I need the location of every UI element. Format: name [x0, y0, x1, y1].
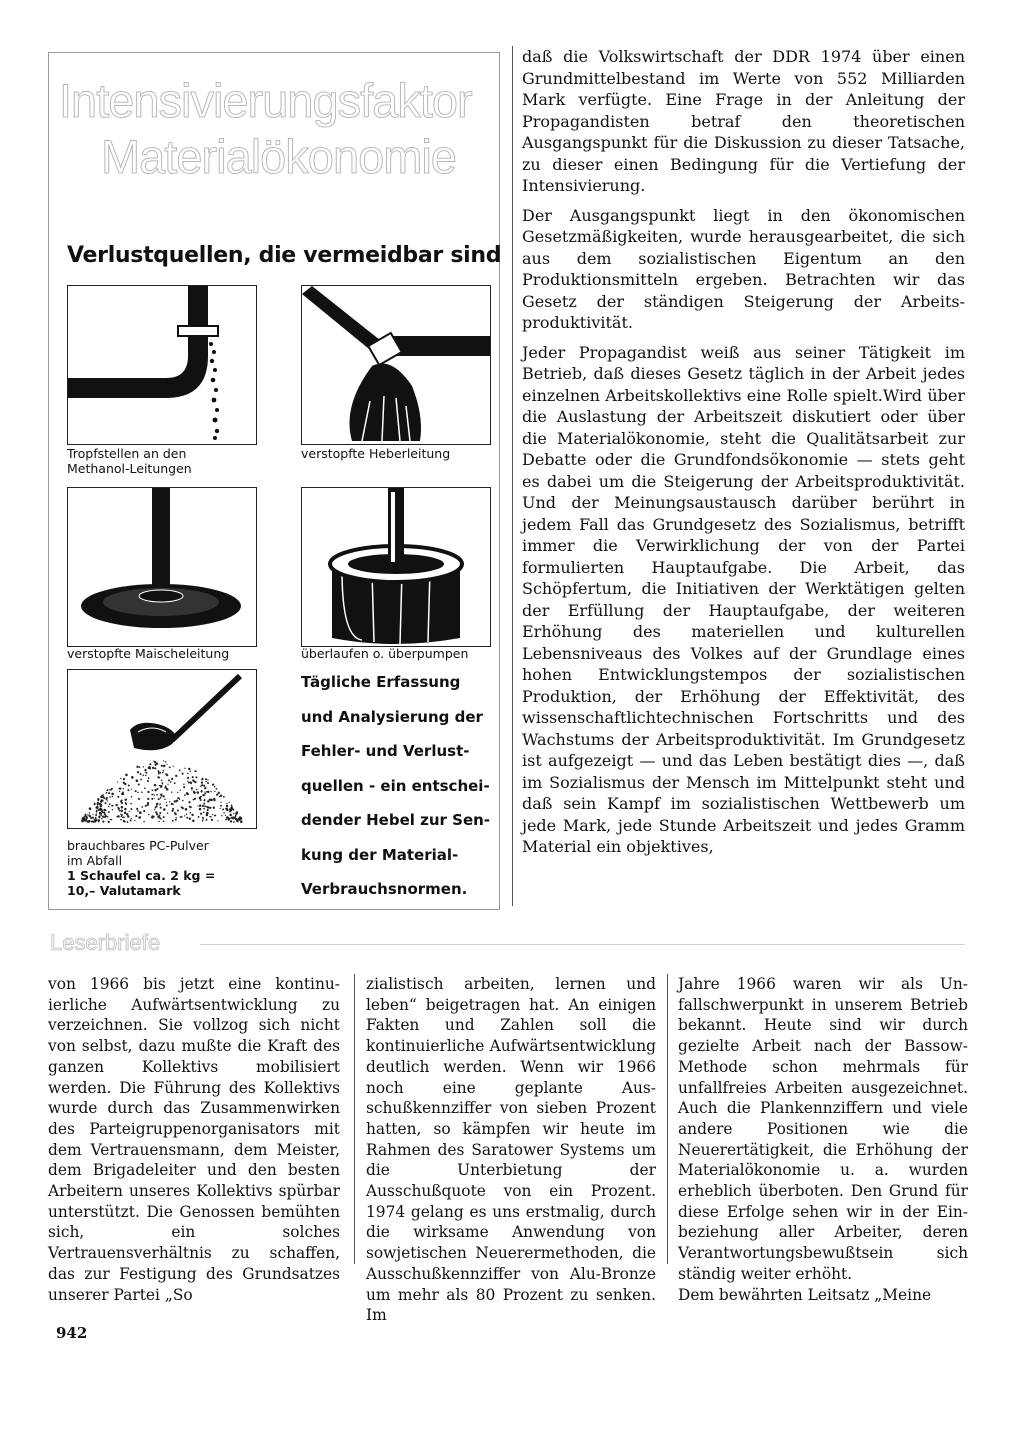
- shovel-powder-illustration: [68, 670, 256, 828]
- letter-column-2-text: zialistisch arbeiten, lernen und leben“ beigetragen hat. An einigen Fakten und Zahlen soll die kontinuierliche Aufwärtsentwicklung deutlich werden. Wenn wir 1966 noch eine geplante Ausschußkennziffer von sieben Prozent hatten, so kämpfen wir heute im Rahmen des Saratower Systems um die Unterbietung der Ausschußquote von ein Prozent. 1974 gelang es uns erstmalig, durch die wirksame Anwendung von sowjetischen Neuerermethoden, die Ausschußkennziffer von Alu-Bronze um mehr als 80 Prozent zu senken. Im: [366, 975, 656, 1325]
- caption-fig5: [67, 838, 215, 898]
- infobox-headline: Verlustquellen, die vermeidbar sind: [67, 243, 502, 268]
- dripping-pipe-illustration: [68, 286, 256, 444]
- figure-clogged-siphon: [301, 285, 491, 445]
- callout-line: dender Hebel zur Sen-: [301, 811, 491, 829]
- caption-fig1-line1: Tropfstellen an den: [67, 446, 187, 461]
- caption-fig5-line2: im Abfall: [67, 853, 123, 868]
- clogged-mash-pipe-illustration: [68, 488, 256, 646]
- infobox-callout: [301, 665, 491, 907]
- letter-column-3: [678, 974, 968, 1305]
- column-divider: [512, 46, 513, 906]
- article-right-column: [522, 46, 965, 866]
- callout-line: Tägliche Erfassung: [301, 673, 461, 691]
- caption-fig5-line1: brauchbares PC-Pulver: [67, 838, 209, 853]
- powder-pile: [81, 760, 243, 823]
- article-paragraph-2: Der Ausgangspunkt liegt in den ökonomischen Gesetzmäßigkeiten, wurde herausgearbeitet, die sich aus dem sozialistischen Eigentum an den Produktionsmitteln ergeben. Betrachten wir das Gesetz der ständigen Steigerung der Arbeitsproduktivität.: [522, 205, 965, 332]
- letter-column-2: [366, 974, 656, 1326]
- figure-overflowing-vessel: [301, 487, 491, 647]
- callout-line: kung der Material-: [301, 845, 459, 864]
- infobox: [48, 52, 500, 910]
- letter-column-1-text: von 1966 bis jetzt eine kontinuierliche Aufwärtsentwicklung zu verzeichnen. Sie vollzog sich nicht von selbst, dazu mußte die Kraft des ganzen Kollektivs mobilisiert werden. Die Führung des Kollektivs wurde durch das Zusammenwirken des Parteigruppenorganisators mit dem Vertrauensmann, dem Meister, dem Brigadeleiter und den besten Arbeitern unseres Kollektivs spürbar unterstützt. Die Genossen bemühten sich, ein solches Vertrauensverhältnis zu schaffen, das zur Festigung des Grundsatzes unserer Partei „So: [48, 975, 340, 1304]
- caption-fig5-line4: 10,– Valutamark: [67, 883, 181, 898]
- caption-fig3: verstopfte Maischeleitung: [67, 646, 230, 661]
- ghost-title-line-2: Materialökonomie: [101, 130, 456, 183]
- letter-column-3-last-line: Dem bewährten Leitsatz „Meine: [678, 1285, 932, 1304]
- letter-column-3-text: Jahre 1966 waren wir als Unfallschwerpunkt in unserem Betrieb bekannt. Heute sind wir durch gezielte Arbeit nach der Bassow-Methode schon mehrmals für unfallfreies Arbeiten ausgezeichnet. Auch die Plankennziffern und viele andere Positionen wie die Neuerertätigkeit, die Erhöhung der Materialökonomie u. a. wurden erheblich überboten. Den Grund für diese Erfolge sehen wir in der Einbeziehung aller Arbeiter, deren Verantwortungsbewußtsein sich ständig weiter erhöht.: [678, 975, 968, 1283]
- callout-line: quellen - ein entschei-: [301, 776, 490, 795]
- column-divider: [354, 974, 355, 1264]
- infobox-ghost-title: [59, 73, 499, 185]
- caption-fig1: [67, 446, 192, 476]
- figure-dripping-pipe: [67, 285, 257, 445]
- callout-line: Fehler- und Verlust-: [301, 742, 470, 760]
- column-divider: [667, 974, 668, 1264]
- caption-fig5-line3: 1 Schaufel ca. 2 kg =: [67, 868, 216, 883]
- figure-shovel-powder: [67, 669, 257, 829]
- clogged-siphon-illustration: [302, 286, 490, 444]
- ghost-title-line-1: Intensivierungsfaktor: [59, 74, 472, 127]
- page-number: 942: [56, 1324, 88, 1342]
- figure-clogged-mash-pipe: [67, 487, 257, 647]
- caption-fig4: überlaufen o. überpumpen: [301, 646, 469, 661]
- overflowing-vessel-illustration: [302, 488, 490, 646]
- section-header-leserbriefe: Leserbriefe: [50, 930, 161, 955]
- callout-line: und Analysierung der: [301, 707, 483, 726]
- article-paragraph-3: Jeder Propagandist weiß aus seiner Tätigkeit im Betrieb, daß dieses Gesetz täglich in der Arbeit jedes einzelnen Arbeitskollektivs eine Rolle spielt.Wird über die Auslastung der Arbeitszeit diskutiert oder über die Materialökonomie, steht die Qualitätsarbeit zur Debatte oder die Grundfondsökonomie — stets geht es dabei um die Steigerung der Arbeitsproduktivität. Und der Meinungsaustausch darüber berührt in jedem Fall das Grundgesetz des Sozialismus, betrifft immer die Verwirklichung der von der Partei formulierten Hauptaufgabe. Die Arbeit, das Schöpfertum, die Initiativen der Werktätigen gelten der Erfüllung der Hauptaufgabe, der weiteren Erhöhung des materiellen und kulturellen Lebensniveaus des Volkes auf der Grundlage eines hohen Entwicklungstempos der sozialistischen Produktion, der Erhöhung der Effektivität, des wissenschaftlichtechnischen Fortschritts und des Wachstums der Arbeitsproduktivität. Im Grundgesetz ist aufgezeigt — und das Leben bestätigt dies —, daß im Sozialismus der Mensch im Mittelpunkt steht und daß sein Kampf im sozialistischen Wettbewerb um jede Mark, jede Stunde Arbeitszeit und jedes Gramm Material ein objektives,: [522, 342, 965, 856]
- caption-fig2: verstopfte Heberleitung: [301, 446, 451, 461]
- section-rule: [200, 944, 965, 945]
- caption-fig1-line2: Methanol-Leitungen: [67, 461, 192, 476]
- article-paragraph-1: daß die Volkswirtschaft der DDR 1974 über einen Grundmittelbestand im Werte von 552 Milliarden Mark verfügte. Eine Frage in der Anleitung der Propagandisten betraf den theoretischen Ausgangspunkt für die Diskussion zu dieser Tatsache, zu dieser einen Bedingung für die Vertiefung der Intensivierung.: [522, 47, 965, 195]
- callout-line: Verbrauchsnormen.: [301, 880, 468, 898]
- letter-column-1: [48, 974, 340, 1305]
